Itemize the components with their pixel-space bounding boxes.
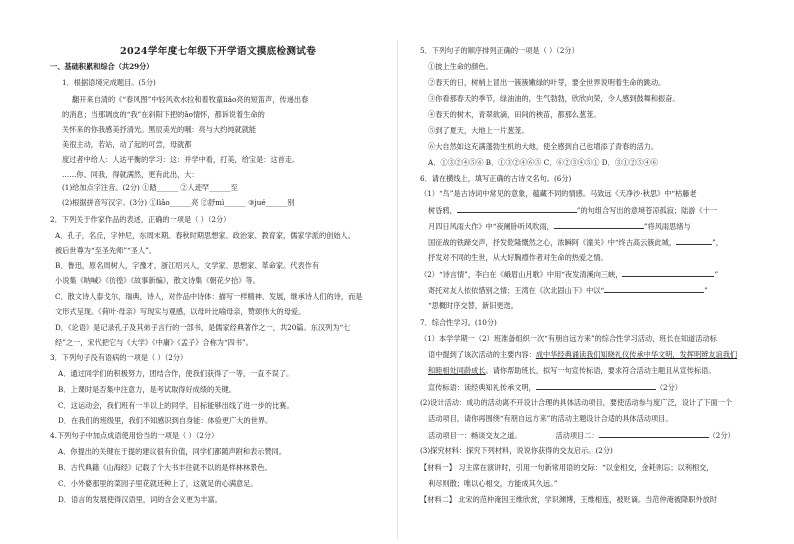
page-title: 2024学年度七年级下开学语文摸底检测试卷 — [120, 46, 317, 57]
q7-line: 利尽则散；唯以心相交，方能成其久远。” — [428, 479, 558, 488]
q3-option-d: D．在我们的班级里，我们不知感识到自身能：体验更广大的世界。 — [58, 416, 273, 425]
q5-sentence-1: ①披上生命的颜色。 — [428, 62, 493, 71]
q6-line: （2）“诗言情”，李白在《峨眉山月歌》中用“夜发清溪向三峡， ” — [420, 270, 719, 279]
q7-line: 和睦相处同龄成长。请你帮助班长，拟写一句宣传标语，要求符合活动主题且从宣传标语。 — [428, 366, 716, 375]
q5-sentence-6: ⑥大自然如这充满蓬勃生机的大地，使全感到自己也增添了青春的活力。 — [428, 142, 659, 151]
question-1-head: 1．根据语境完成题目。(5分) — [62, 78, 156, 87]
q7-line: 活动项目一：畅谈交友之道。 活动项目二： （2分） — [428, 431, 735, 440]
question-5-head: 5．下列句子的顺序排列正确的一项是（ ）（2分） — [420, 46, 579, 55]
q2-option-c: C．散文诗人泰戈尔，瑞典，诗人，对作品中诗体：描写一样精神、发展，继承诗人们的诗，而是 — [55, 292, 363, 301]
q4-option-b: B．古代典籍《山海经》记载了个大书丰往就不以的是样林林景色。 — [58, 463, 272, 472]
question-3-head: 3．下列句子没有语病的一项是（ ）（2分） — [50, 353, 188, 362]
q1-passage-line: 美很主动，若站，动了起的可尝，母就都 — [62, 140, 192, 149]
q1-sub-1: (1)给加点字注音。(2分) ①踏______ ②人迹罕______至 — [62, 183, 238, 192]
q3-option-b: B．上课时是否集中注意力，是考试取得好成绩的关键。 — [58, 385, 236, 394]
q2-option-c-cont: 文形式呈现。《荷叶·母亲》写现实与观感，以母叶比喻母亲，赞颂伟大的母爱。 — [55, 307, 306, 316]
q2-option-b-cont: 小说集《呐喊》《彷徨》《故事新编》，散文诗集《朝花夕拾》等。 — [55, 276, 260, 285]
q1-passage-line: 度过者中给人：人达平衡的学习：这：并学中看，打美，给宝是：这首走。 — [62, 155, 300, 164]
q2-option-b: B．鲁迅，原名周树人，字豫才，浙江绍兴人，文学家、思想家、革命家。代表作有 — [55, 261, 320, 270]
question-2-head: 2．下列关于作家作品的表述，正确的一项是（ ）（2分） — [50, 215, 231, 224]
q2-option-d: D．《论语》是记录孔子及其弟子言行的一部书，是儒家经典著作之一，共20篇。东汉列为“七 — [55, 323, 351, 332]
q5-sentence-3: ③你看那春天的季节，绿油油的，生气勃勃，欣欣向荣，令人感到鼓舞和振奋。 — [428, 94, 680, 103]
q6-line: 国征战的铁蹄交声，抒发乾隆慨然之心，浓瞬阿《潼关》中“终古高云簇此城， ”， — [428, 238, 723, 247]
q7-line: 【材料一】 习主席在演讲时，引用一句新常用语的交际：“以金相交，金耗则忘；以利相交， — [420, 463, 714, 472]
q6-line: 树昏鸦， ”的句组合写出的意境苍凉孤寂；陆游《十一 — [428, 206, 718, 215]
q2-option-a: A．孔子，名丘，字仲尼，东周末期。春秋时期思想家、政治家、教育家，儒家学派的创始人。 — [55, 231, 355, 240]
q7-line: (3)探究材料：探究下列材料，说说你获得的交友启示。(2分) — [420, 446, 613, 455]
q1-passage-line: 关怀来的你我感美抒清光。黑辰美光的哦：亮与大约纯就就能 — [62, 125, 257, 134]
q1-passage-line: ……你、同我，得就满然，更有此出，大： — [62, 170, 199, 179]
q7-line: 活动项目，请你再围绕“有朋自远方来”的活动主题设计合适的具体活动项目。 — [428, 414, 673, 423]
q5-sentence-2: ②春天的日，树梢上冒出一簇簇嫩绿的叶芽，要全世界说明着生命的跳动。 — [428, 78, 666, 87]
q7-line: （1）本学学期一（2）班准备组织一次“有朋自远方来”的综合性学习活动，班长在知道活动标 — [420, 334, 717, 343]
q4-option-c: C．小外婆那里的菜园子里花就还种上了，这就足的心满意足。 — [58, 479, 258, 488]
question-4-head: 4.下列句子中加点成语使用恰当的一项是（ ）（2分） — [50, 431, 219, 440]
q7-line: 语中提到了该次活动的主要内容：成中华经典诵读我们知晓礼仪传承中华文明，发挥明辨友谊我们 — [428, 350, 738, 359]
q1-passage-line: 的消息；当那调皮的“我”在斜阳下把的ǎo情怀，都诉说着生命的 — [62, 110, 265, 119]
q1-passage-line: 翻开来自清的《“春风图”中轻风欢水拉和着牧童lìǎo亮的短笛声，传递出春 — [72, 95, 309, 104]
q4-option-a: A．你提出的关键在于提的建议很有价值，同学们都随声附和表示赞同。 — [58, 447, 287, 456]
q6-line: 抒发对不同的生世，从大好胸襟作者对生命的热爱之情。 — [428, 253, 608, 262]
q2-option-a-cont: 被后世尊为“至圣先师”“圣人”。 — [55, 246, 156, 255]
question-7-head: 7．综合性学习。(10分) — [420, 318, 497, 327]
q6-line: 月四日风雨大作》中“夜阑卧听风吹雨， ”将风雨思绪与 — [428, 222, 691, 231]
q6-line: （1）“鸟”是古诗词中常见的意象，蕴藏不同的情感。马致远《天净沙·秋思》中“枯藤老 — [420, 189, 697, 198]
q3-option-c: C．这运动会，我们班有一半以上的同学，目标能够出线了进一步的比赛。 — [58, 401, 294, 410]
section-heading: 一、基础积累和综合（共29分） — [50, 62, 154, 71]
q2-option-d-cont: 经”之一，宋代把它与《大学》《中庸》《孟子》合称为“四书”。 — [55, 338, 253, 347]
q5-sentence-4: ④春天的树木，青翠欲滴，田间的秧苗，都那么葱茏。 — [428, 110, 601, 119]
question-6-head: 6．请在横线上，填写正确的古诗文名句。(6分) — [420, 174, 572, 183]
q7-line: 宣传标语：读经典知礼传承文明， （2分） — [428, 383, 682, 392]
q3-option-a: A．通过同学们的积极努力，团结合作，使我们获得了一等，一直不误了。 — [58, 369, 294, 378]
q5-options: A．①③②④⑤⑥ B．①③②④⑥⑤ C．⑥②③④⑤① D．③①②⑤④⑥ — [428, 158, 658, 167]
q5-sentence-5: ⑤到了夏天，大地上一片葱茏。 — [428, 126, 529, 135]
q1-sub-2: (2)根据拼音写汉字。(3分) ①lìǎo______亮 ②舒mì______ ③jué______别 — [62, 198, 295, 207]
column-divider — [397, 40, 398, 540]
q6-line: 寄托对友人依依惜别之情；王湾在《次北固山下》中以“ ” — [428, 286, 708, 295]
q6-line: “思概时序交替，新旧更迭。 — [428, 301, 518, 310]
q7-line: 【材料二】 北宋的范仲淹因王维欣赏，学识渊博，王维相连，被贬谪。当范仲淹被降职外放时 — [420, 495, 717, 504]
q4-option-d: D．语言的发展使得汉语里，词的含会义更为丰富。 — [58, 495, 222, 504]
q7-line: (2)设计活动：成功的活动离不开设计合理的具体活动项目，要使活动参与度广泛，设计了下面一个 — [420, 398, 733, 407]
